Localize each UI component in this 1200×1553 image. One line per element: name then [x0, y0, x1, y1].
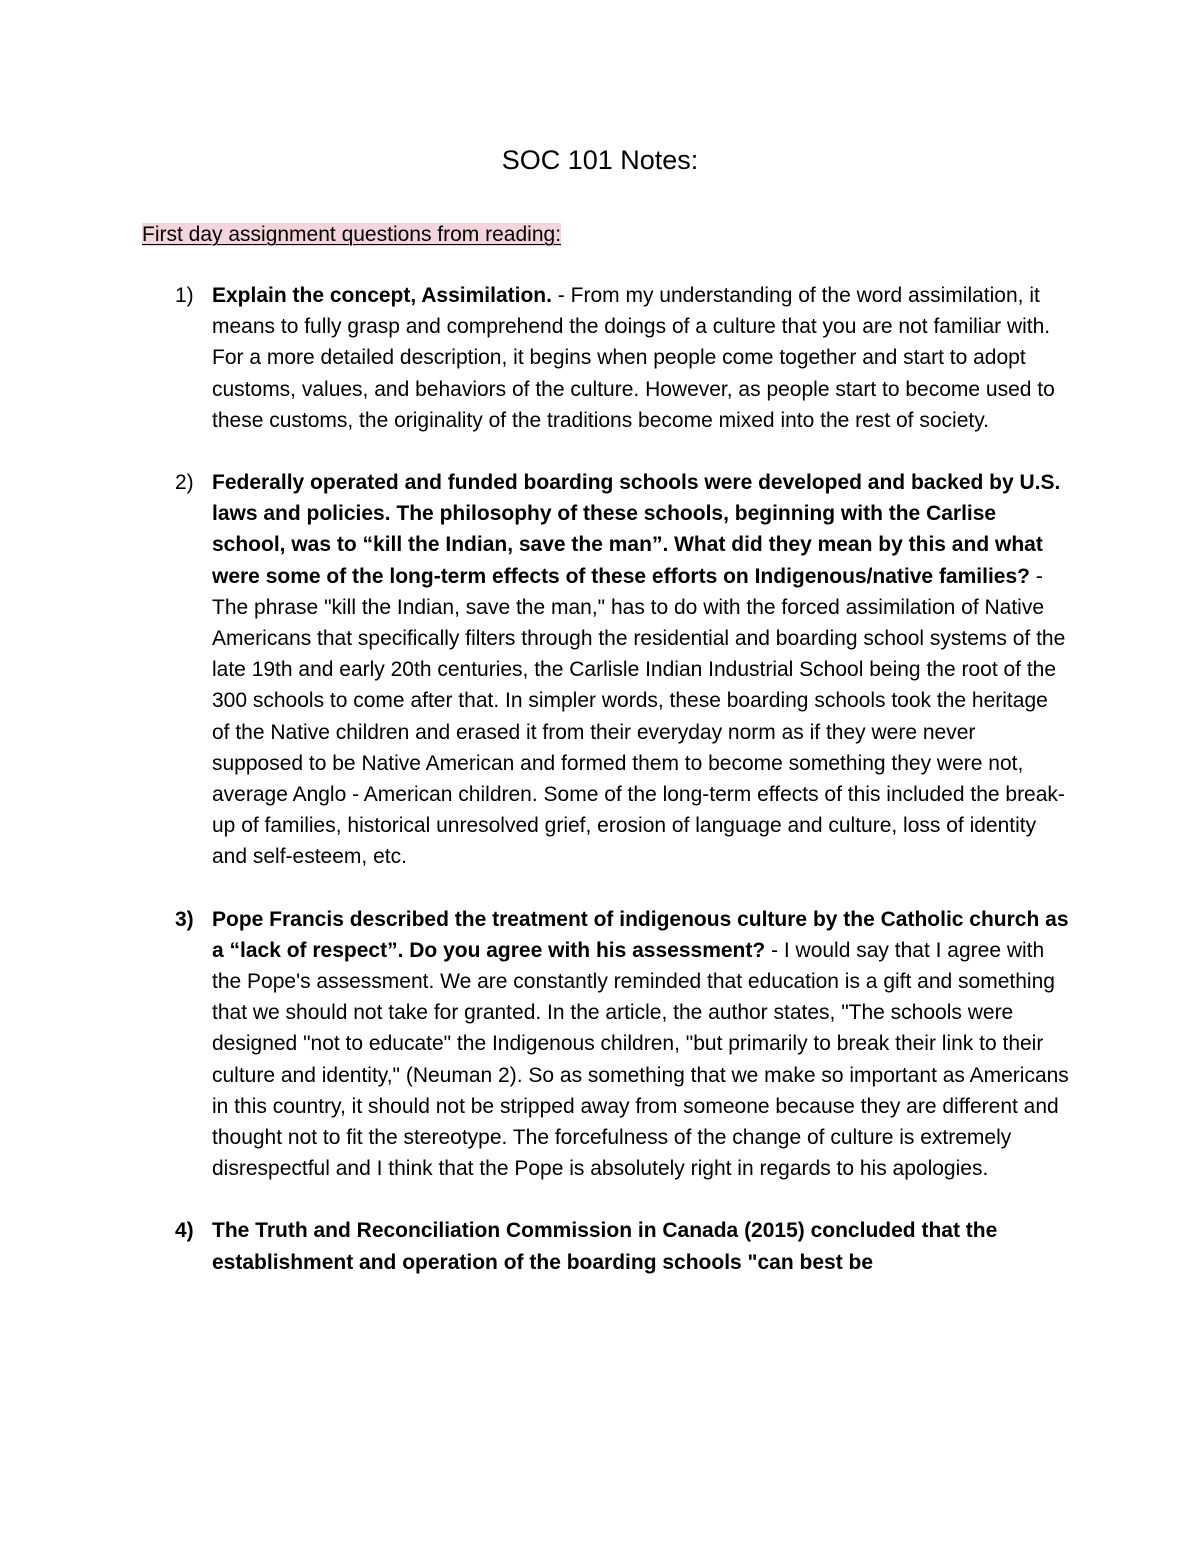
subheading-highlight: First day assignment questions from reading: [142, 223, 562, 246]
question-number: 3) [175, 907, 194, 931]
question-text: The Truth and Reconciliation Commission in Canada (2015) concluded that the establishment and operation of the boarding schools "can best be [212, 1219, 998, 1274]
question-number: 2) [175, 471, 194, 495]
answer-text: - I would say that I agree with the Pope's assessment. We are constantly reminded that education is a gift and something that we should not take for granted. In the article, the author states, "The schools were designed "not to educate" the Indigenous children, "but primarily to break their link to their culture and identity," (Neuman 2). So as something that we make so important as Americans in this country, it should not be stripped away from someone because they are different and thought not to fit the stereotype. The forcefulness of the change of culture is extremely disrespectful and I think that the Pope is absolutely right in regards to his apologies. [212, 938, 1069, 1181]
list-item [0, 904, 1200, 1185]
question-text: Pope Francis described the treatment of indigenous culture by the Catholic church as a “lack of respect”. Do you agree with his assessment? [212, 907, 1069, 962]
question-text: Federally operated and funded boarding schools were developed and backed by U.S. laws and policies. The philosophy of these schools, beginning with the Carlise school, was to “kill the Indian, save the man”. What did they mean by this and what were some of the long-term effects of these efforts on Indigenous/native families? [212, 471, 1061, 588]
question-list [0, 280, 1200, 1278]
question-number: 1) [175, 284, 194, 307]
answer-text: - The phrase "kill the Indian, save the man," has to do with the forced assimilation of Native Americans that specifically filters through the residential and boarding school systems of the late 19th and early 20th centuries, the Carlisle Indian Industrial School being the root of the 300 schools to come after that. In simpler words, these boarding schools took the heritage of the Native children and erased it from their everyday norm as if they were never supposed to be Native American and formed them to become something they were not, average Anglo - American children. Some of the long-term effects of this included the break-up of families, historical unresolved grief, erosion of language and culture, loss of identity and self-esteem, etc. [212, 564, 1066, 869]
list-item [0, 467, 1200, 873]
section-subheading [142, 219, 561, 250]
question-number: 4) [175, 1219, 194, 1243]
page-title: SOC 101 Notes: [501, 145, 699, 175]
answer-text: - From my understanding of the word assimilation, it means to fully grasp and comprehend the doings of a culture that you are not familiar with. For a more detailed description, it begins when people come together and start to adopt customs, values, and behaviors of the culture. However, as people start to become used to these customs, the originality of the traditions become mixed into the rest of society. [212, 284, 1055, 432]
question-text: Explain the concept, Assimilation. [212, 284, 552, 307]
list-item [0, 280, 1200, 436]
list-item [0, 1215, 1200, 1277]
